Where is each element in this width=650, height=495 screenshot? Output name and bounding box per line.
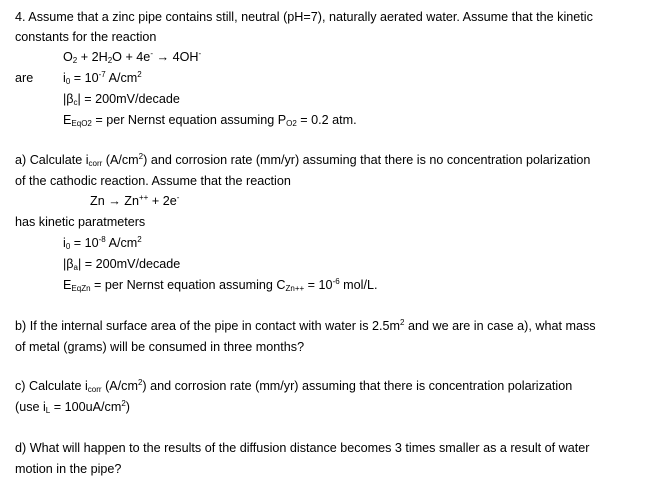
part-c-line-2: (use $i_L = 100uA/cm^2$) — [15, 399, 130, 415]
anodic-beta: $|\beta_a|$ = 200mV/decade — [63, 257, 181, 272]
anodic-reaction: Zn → Zn++ + 2e- — [90, 193, 180, 208]
part-d-line-2: motion in the pipe? — [15, 462, 122, 476]
cathodic-reaction: $O_2 + 2H_2O + 4e^- \to 4OH^-$ — [63, 49, 202, 65]
are-label: are — [15, 71, 34, 85]
part-b-line-2: of metal (grams) will be consumed in three months? — [15, 340, 305, 354]
intro-line-1: 4. Assume that a zinc pipe contains still, neutral (pH=7), naturally aerated water. Assume that the kinetic — [15, 10, 593, 24]
part-d-line-1: d) What will happen to the results of the diffusion distance becomes 3 times smaller as a result of water — [15, 441, 590, 455]
part-a-line-2: of the cathodic reaction. Assume that the reaction — [15, 174, 291, 188]
cathodic-io: $i_0 = 10^{-7}$ $A/cm^2$ — [63, 70, 142, 86]
cathodic-eeq: $E_{EqO2}$ = per Nernst equation assuming $P_{O2} = 0.2$ atm. — [63, 113, 357, 128]
part-b-line-1: b) If the internal surface area of the pipe in contact with water is $2.5m^2$ and we are in case a), what mass — [15, 318, 596, 333]
anodic-eeq: $E_{EqZn}$ = per Nernst equation assuming $C_{Zn++} = 10^{-6}$ mol/L. — [63, 277, 378, 293]
cathodic-beta: $|\beta_c|$ = 200mV/decade — [63, 92, 180, 107]
part-a-line-1: a) Calculate $i_{corr}$ $(A/cm^2)$ and corrosion rate (mm/yr) assuming that there is no concentration polarization — [15, 152, 591, 168]
anodic-io: $i_0 = 10^{-8}$ $A/cm^2$ — [63, 235, 142, 251]
intro-line-2: constants for the reaction — [15, 30, 157, 44]
kinetic-parameters-label: has kinetic paratmeters — [15, 215, 146, 229]
part-c-line-1: c) Calculate $i_{corr}$ $(A/cm^2)$ and corrosion rate (mm/yr) assuming that there is concentration polarization — [15, 378, 573, 394]
